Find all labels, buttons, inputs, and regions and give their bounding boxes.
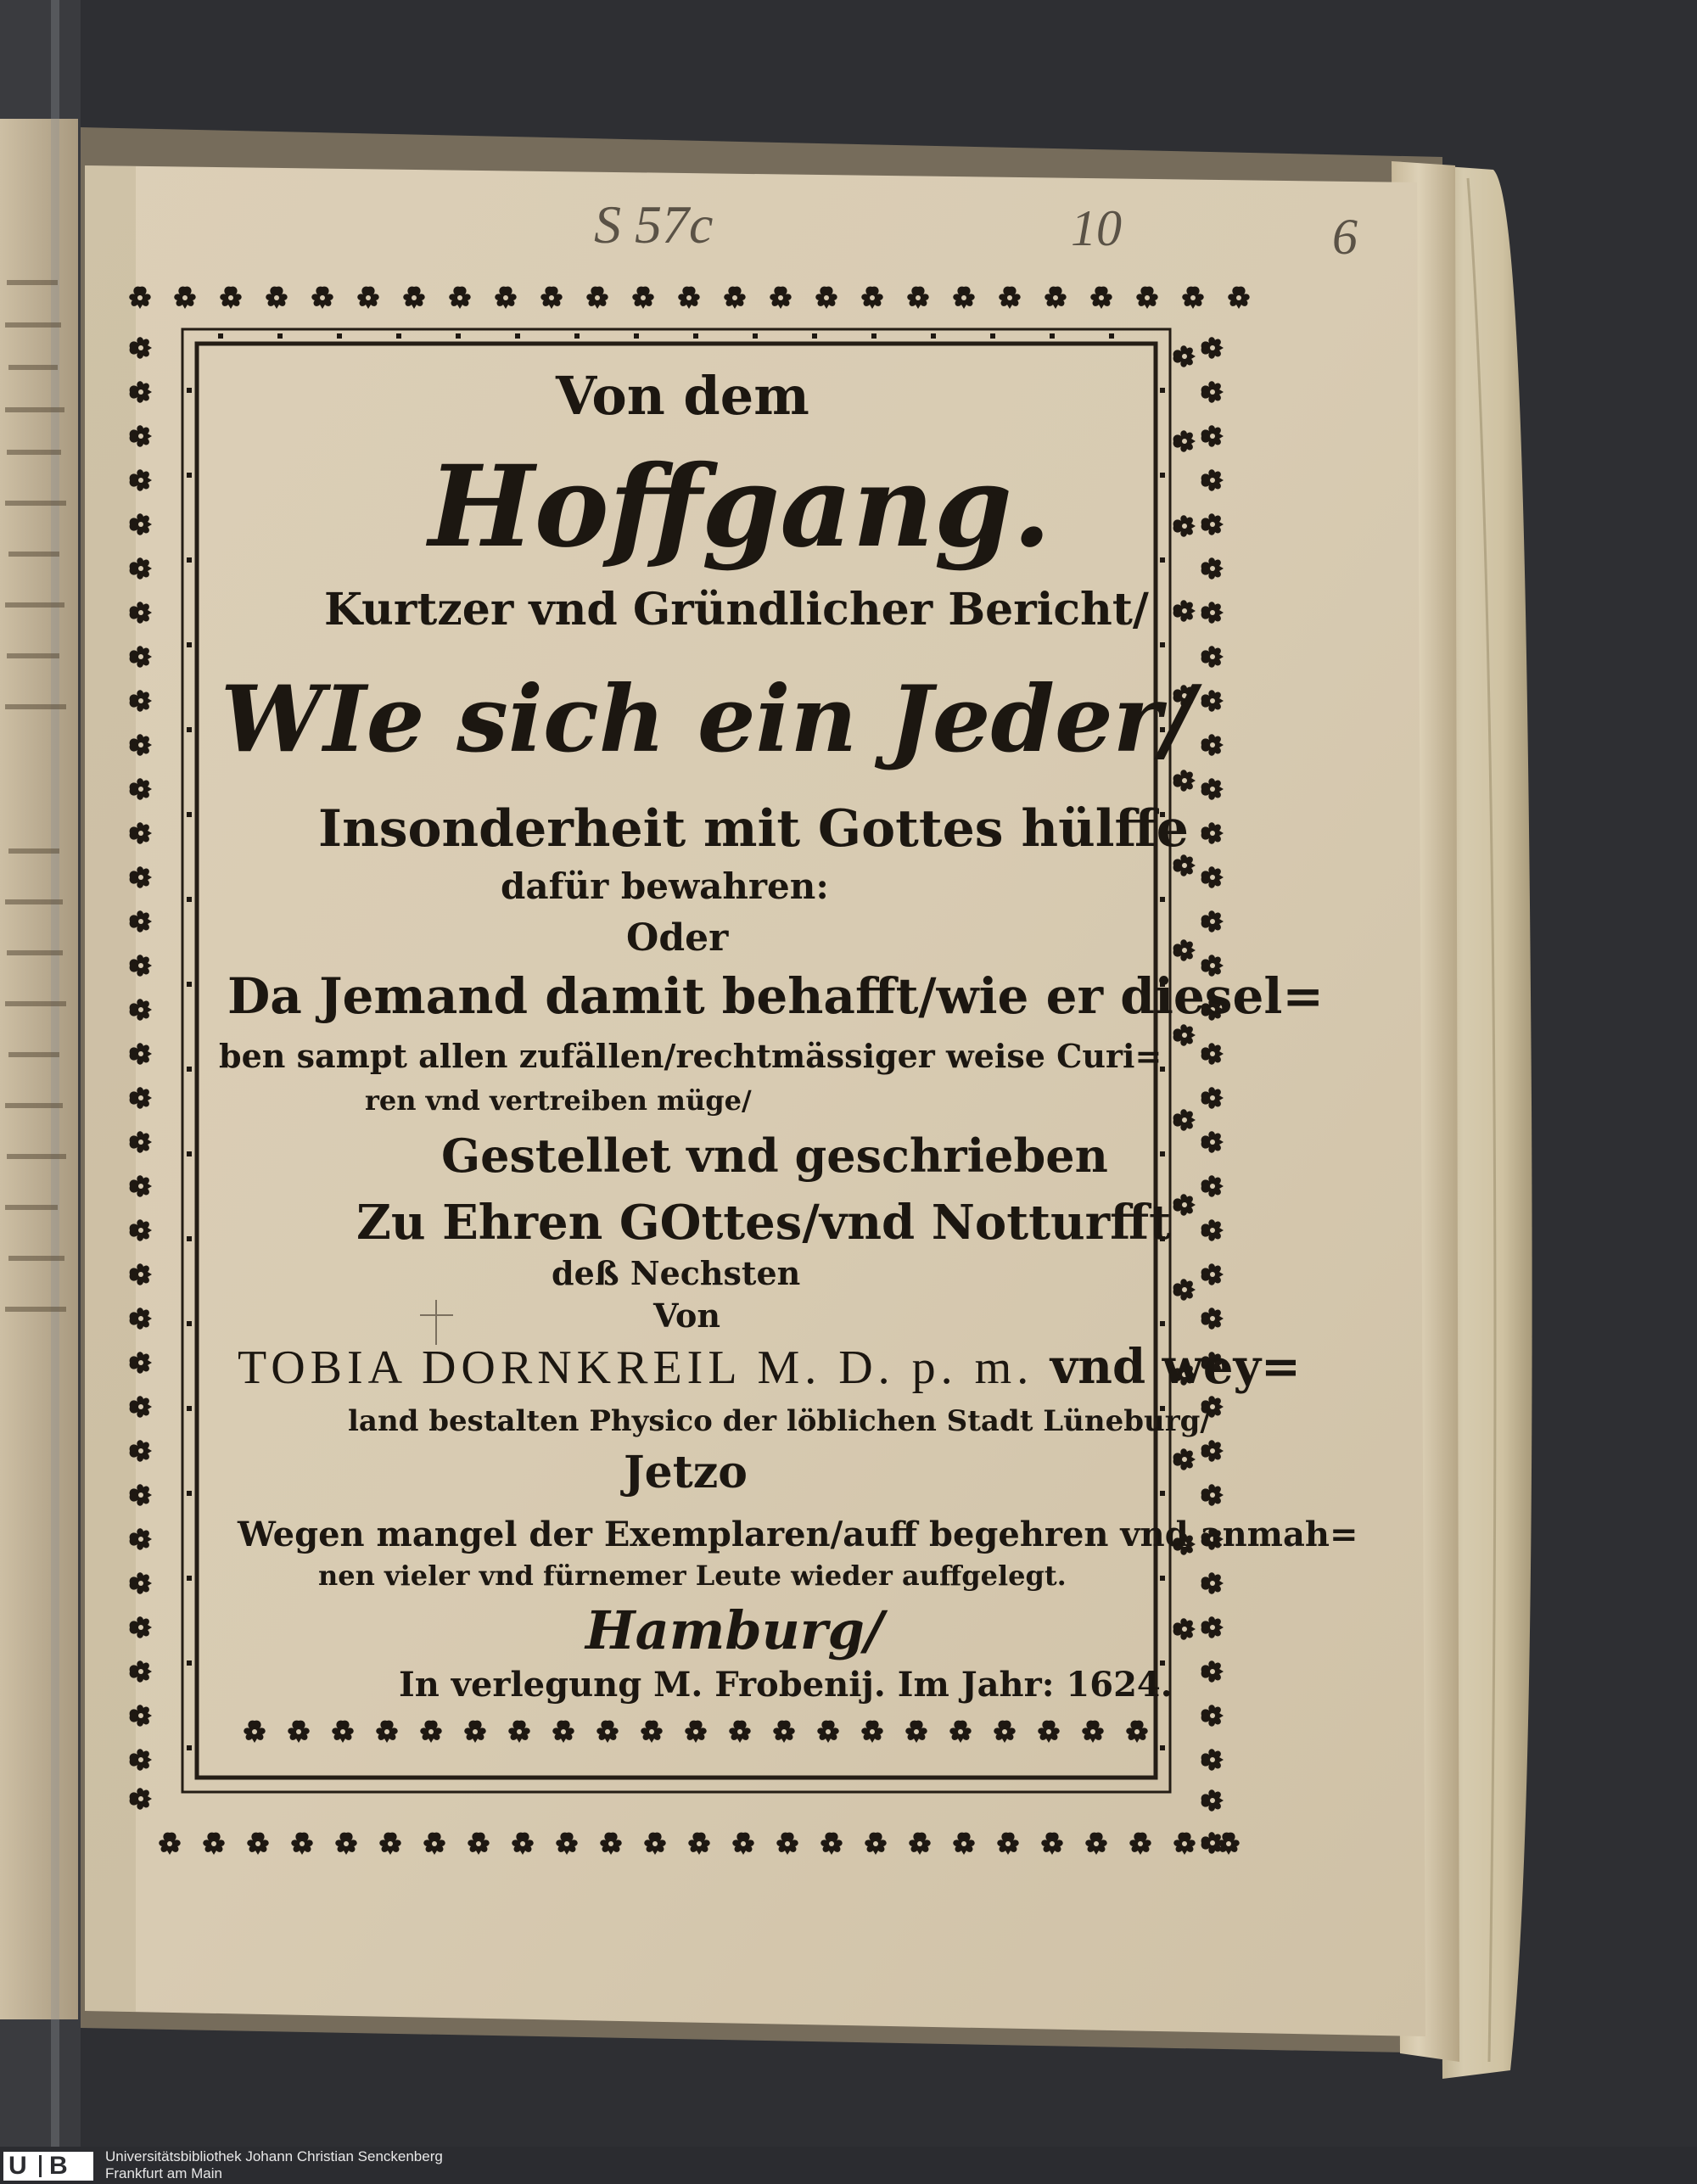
title-line-17: Jetzo bbox=[624, 1447, 748, 1498]
title-line-4: WIe sich ein Jeder/ bbox=[221, 666, 1196, 773]
pencil-number-right: 6 bbox=[1332, 209, 1358, 265]
title-line-9: ben sampt allen zufällen/rechtmässiger weise Curi= bbox=[219, 1037, 1162, 1075]
shelfmark-pencil: S 57c bbox=[594, 194, 714, 255]
logo-divider bbox=[39, 2155, 42, 2177]
title-line-10: ren vnd vertreiben müge/ bbox=[365, 1084, 752, 1117]
title-main-hoffgang: Hoffgang. bbox=[428, 441, 1051, 573]
ub-logo bbox=[3, 2152, 93, 2181]
footer-bar bbox=[0, 2147, 1697, 2184]
institution-line-2: Frankfurt am Main bbox=[105, 2165, 222, 2181]
institution-line-1: Universitätsbibliothek Johann Christian Senckenberg bbox=[105, 2148, 443, 2164]
author-line-rest: vnd wey= bbox=[1050, 1339, 1301, 1395]
title-line-12: Zu Ehren GOttes/vnd Notturfft bbox=[356, 1195, 1172, 1251]
pencil-number-center: 10 bbox=[1071, 200, 1122, 256]
author-line bbox=[238, 1339, 1301, 1395]
title-line-13: deß Nechsten bbox=[552, 1254, 801, 1292]
title-line-16: land bestalten Physico der löblichen Stadt Lüneburg/ bbox=[348, 1404, 1211, 1438]
author-name: TOBIA DORNKREIL M. D. p. m. bbox=[238, 1341, 1034, 1394]
title-line-18: Wegen mangel der Exemplaren/auff begehren vnd anmah= bbox=[238, 1515, 1358, 1554]
logo-b: B bbox=[49, 2152, 68, 2180]
logo-u: U bbox=[8, 2152, 27, 2180]
imprint-line: In verlegung M. Frobenij. Im Jahr: 1624. bbox=[399, 1665, 1173, 1705]
title-line-19: nen vieler vnd fürnemer Leute wieder auffgelegt. bbox=[318, 1560, 1067, 1592]
imprint-place: Hamburg/ bbox=[585, 1599, 884, 1661]
title-line-3: Kurtzer vnd Gründlicher Bericht/ bbox=[324, 584, 1149, 636]
title-line-1: Von dem bbox=[556, 365, 809, 427]
title-line-6: dafür bewahren: bbox=[501, 865, 829, 907]
title-line-5: Insonderheit mit Gottes hülffe bbox=[318, 799, 1189, 859]
title-line-8: Da Jemand damit behafft/wie er diesel= bbox=[227, 967, 1324, 1025]
title-line-7: Oder bbox=[626, 916, 729, 960]
title-line-14: Von bbox=[653, 1296, 720, 1335]
title-line-11: Gestellet vnd geschrieben bbox=[441, 1128, 1108, 1183]
